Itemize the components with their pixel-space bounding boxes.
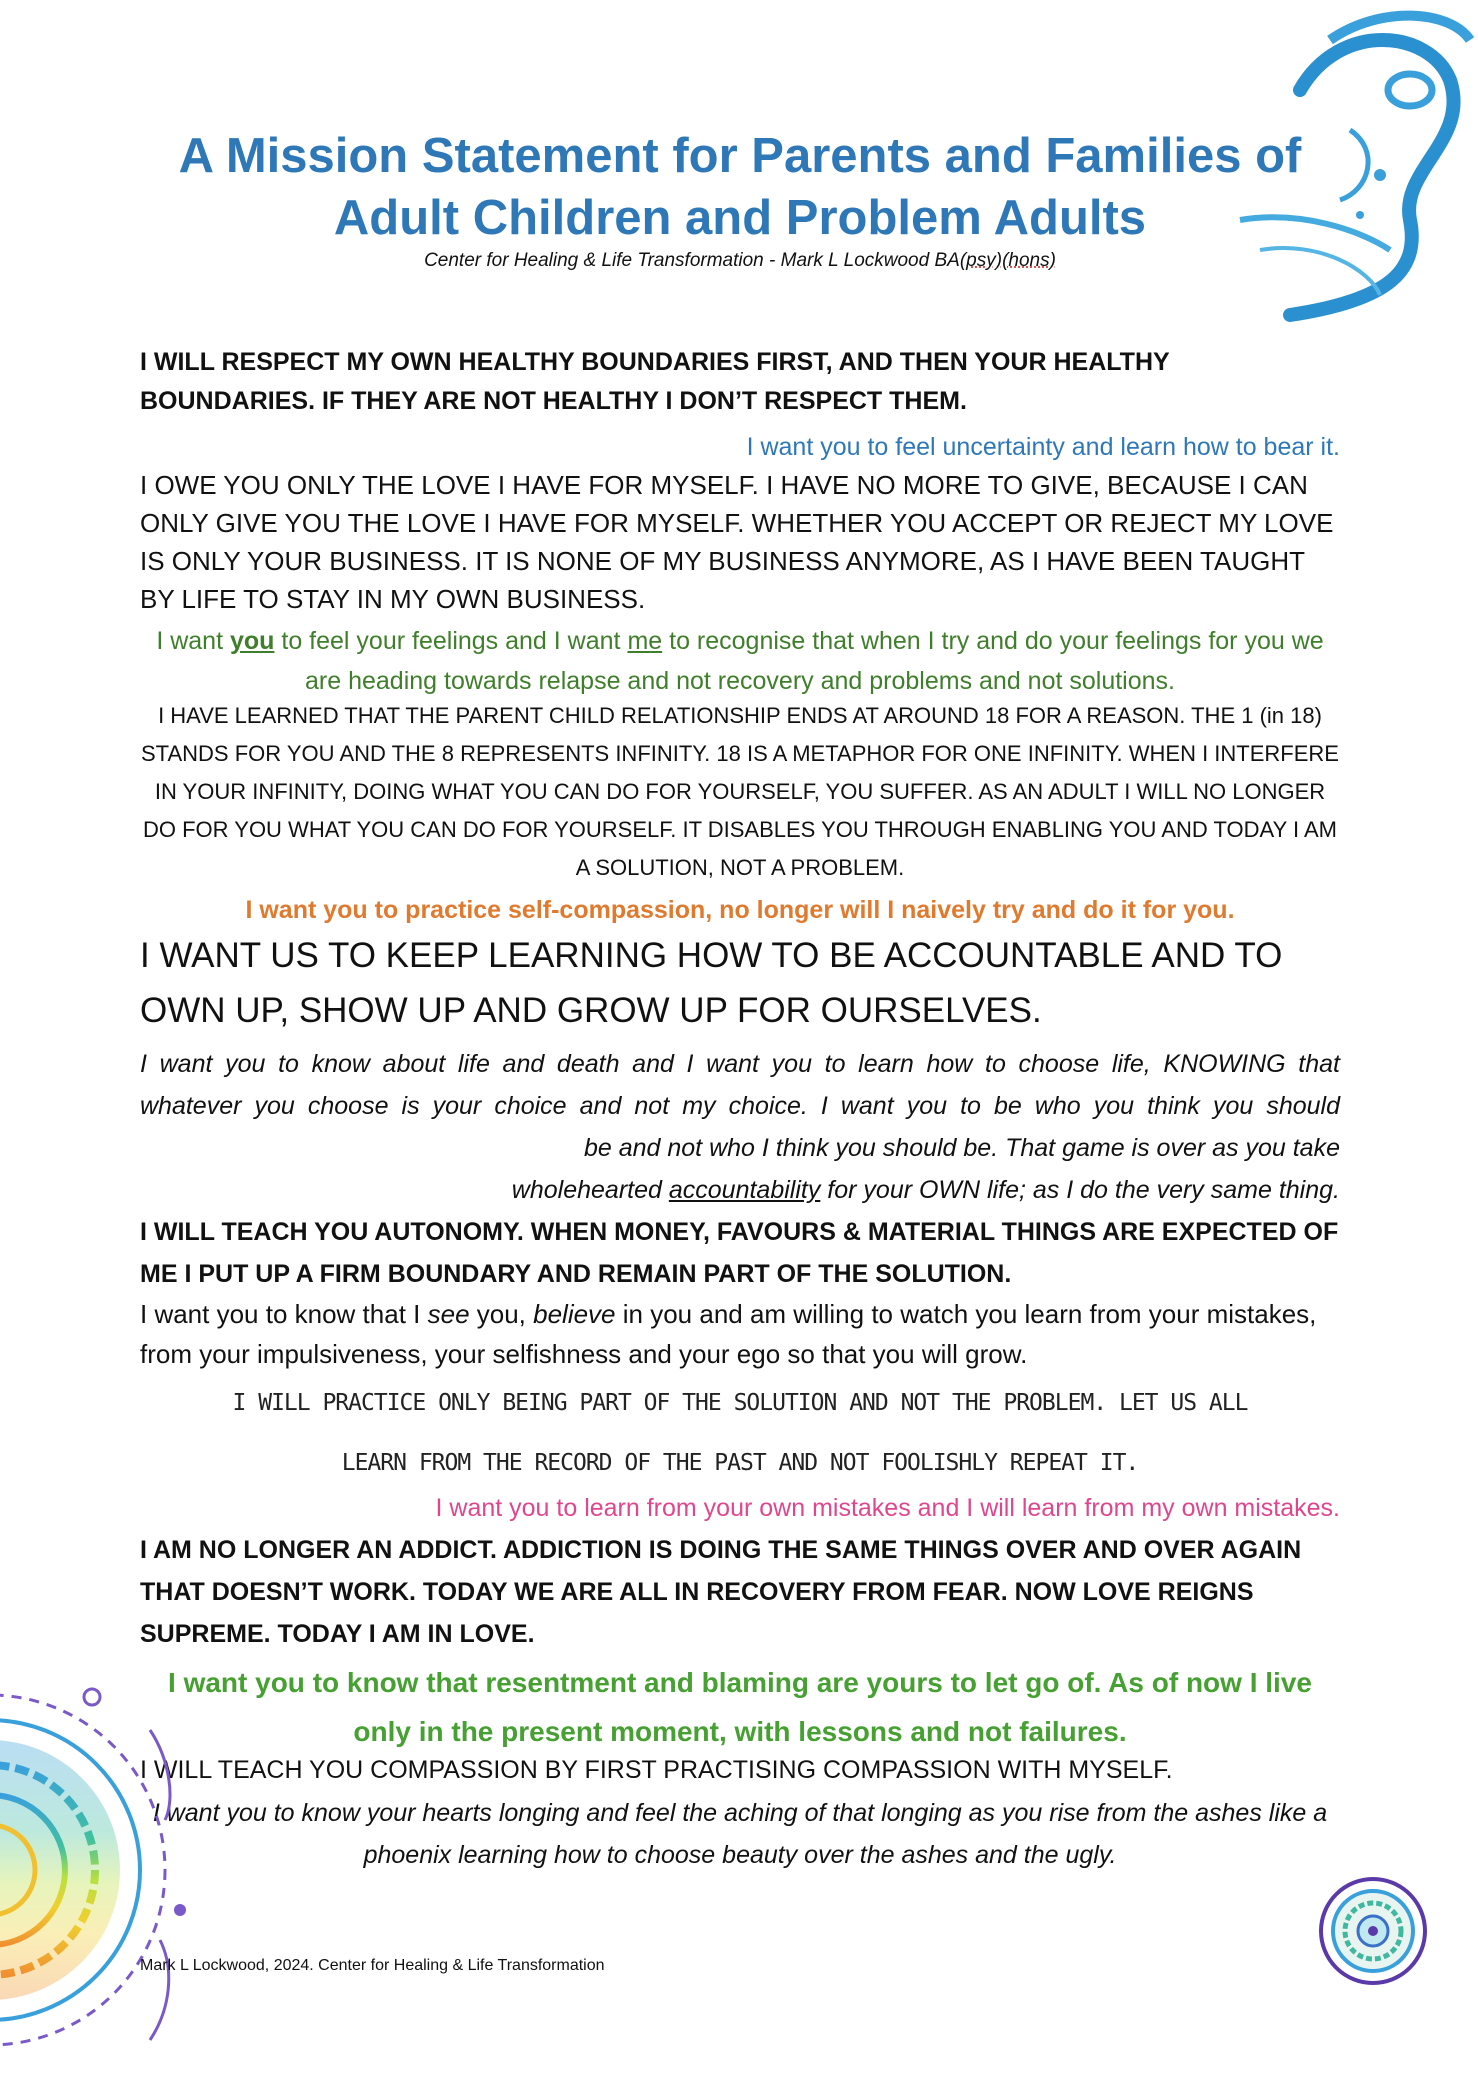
resentment-paragraph: I want you to know that resentment and blaming are yours to let go of. As of now I live only in the present moment, with lessons and not failures. <box>168 1667 1312 1747</box>
love-paragraph: I OWE YOU ONLY THE LOVE I HAVE FOR MYSELF. I HAVE NO MORE TO GIVE, BECAUSE I CAN ONLY GIVE YOU THE LOVE I HAVE FOR MYSELF. WHETHER YOU ACCEPT OR REJECT MY LOVE IS ONLY YOUR BUSINESS. IT IS NONE OF MY BUSINESS ANYMORE, AS I HAVE BEEN TAUGHT BY LIFE TO STAY IN MY OWN BUSINESS. <box>140 470 1334 614</box>
page-footer: Mark L Lockwood, 2024. Center for Healing & Life Transformation <box>140 1957 605 1974</box>
phoenix-paragraph: I want you to know your hearts longing and feel the aching of that longing as you rise from the ashes like a phoenix learning how to choose beauty over the ashes and the ugly. <box>152 1799 1328 1869</box>
accountable-paragraph: I WANT US TO KEEP LEARNING HOW TO BE ACCOUNTABLE AND TO OWN UP, SHOW UP AND GROW UP FOR OURSELVES. <box>140 936 1283 1030</box>
blue-mandala-decoration <box>1318 1876 1428 1986</box>
compassion-line: I WILL TEACH YOU COMPASSION BY FIRST PRACTISING COMPASSION WITH MYSELF. <box>140 1756 1173 1784</box>
title-line-2: Adult Children and Problem Adults <box>333 191 1147 245</box>
autonomy-paragraph: I WILL TEACH YOU AUTONOMY. WHEN MONEY, FAVOURS & MATERIAL THINGS ARE EXPECTED OF ME I PUT UP A FIRM BOUNDARY AND REMAIN PART OF THE SOLUTION. <box>140 1218 1339 1288</box>
self-compassion-line: I want you to practice self-compassion, no longer will I naively try and do it for you. <box>245 896 1235 924</box>
solution-handwritten-paragraph: I WILL PRACTICE ONLY BEING PART OF THE SOLUTION AND NOT THE PROBLEM. LET US ALL LEARN FROM THE RECORD OF THE PAST AND NOT FOOLISHLY REPEAT IT. <box>232 1390 1248 1476</box>
page-subtitle <box>120 250 1360 272</box>
life-death-paragraph: I want you to know about life and death and I want you to learn how to choose life, KNOWING that whatever you choose is your choice and not my choice. I want you to be who you think you should be and not who I think you should be. That game is over as you take wholehearted accountability for your OWN life; as I do the very same thing. <box>140 1050 1340 1204</box>
boundaries-paragraph: I WILL RESPECT MY OWN HEALTHY BOUNDARIES FIRST, AND THEN YOUR HEALTHY BOUNDARIES. IF THEY ARE NOT HEALTHY I DON’T RESPECT THEM. <box>140 348 1170 415</box>
feelings-paragraph: I want you to feel your feelings and I want me to recognise that when I try and do your feelings for you we are heading towards relapse and not recovery and problems and not solutions. <box>156 627 1324 695</box>
subtitle-hons: (hons) <box>1002 250 1056 271</box>
title-line-1: A Mission Statement for Parents and Families of <box>178 129 1302 183</box>
rainbow-mandala-decoration <box>0 1640 220 2078</box>
page-title <box>120 125 1360 249</box>
own-mistakes-line: I want you to learn from your own mistakes and I will learn from my own mistakes. <box>435 1494 1340 1522</box>
uncertainty-line: I want you to feel uncertainty and learn how to bear it. <box>746 433 1340 461</box>
subtitle-psy: (psy) <box>959 250 1003 271</box>
subtitle-text: Center for Healing & Life Transformation - Mark L Lockwood BA <box>424 250 960 271</box>
addict-paragraph: I AM NO LONGER AN ADDICT. ADDICTION IS DOING THE SAME THINGS OVER AND OVER AGAIN THAT DOESN’T WORK. TODAY WE ARE ALL IN RECOVERY FROM FEAR. NOW LOVE REIGNS SUPREME. TODAY I AM IN LOVE. <box>140 1536 1302 1648</box>
see-you-paragraph: I want you to know that I see you, believe in you and am willing to watch you learn from your mistakes, from your impulsiveness, your selfishness and your ego so that you will grow. <box>140 1299 1317 1369</box>
parent-child-paragraph: I HAVE LEARNED THAT THE PARENT CHILD RELATIONSHIP ENDS AT AROUND 18 FOR A REASON. THE 1 (in 18) STANDS FOR YOU AND THE 8 REPRESENTS INFINITY. 18 IS A METAPHOR FOR ONE INFINITY. WHEN I INTERFERE IN YOUR INFINITY, DOING WHAT YOU CAN DO FOR YOURSELF, YOU SUFFER. AS AN ADULT I WILL NO LONGER DO FOR YOU WHAT YOU CAN DO FOR YOURSELF. IT DISABLES YOU THROUGH ENABLING YOU AND TODAY I AM A SOLUTION, NOT A PROBLEM. <box>141 703 1339 880</box>
